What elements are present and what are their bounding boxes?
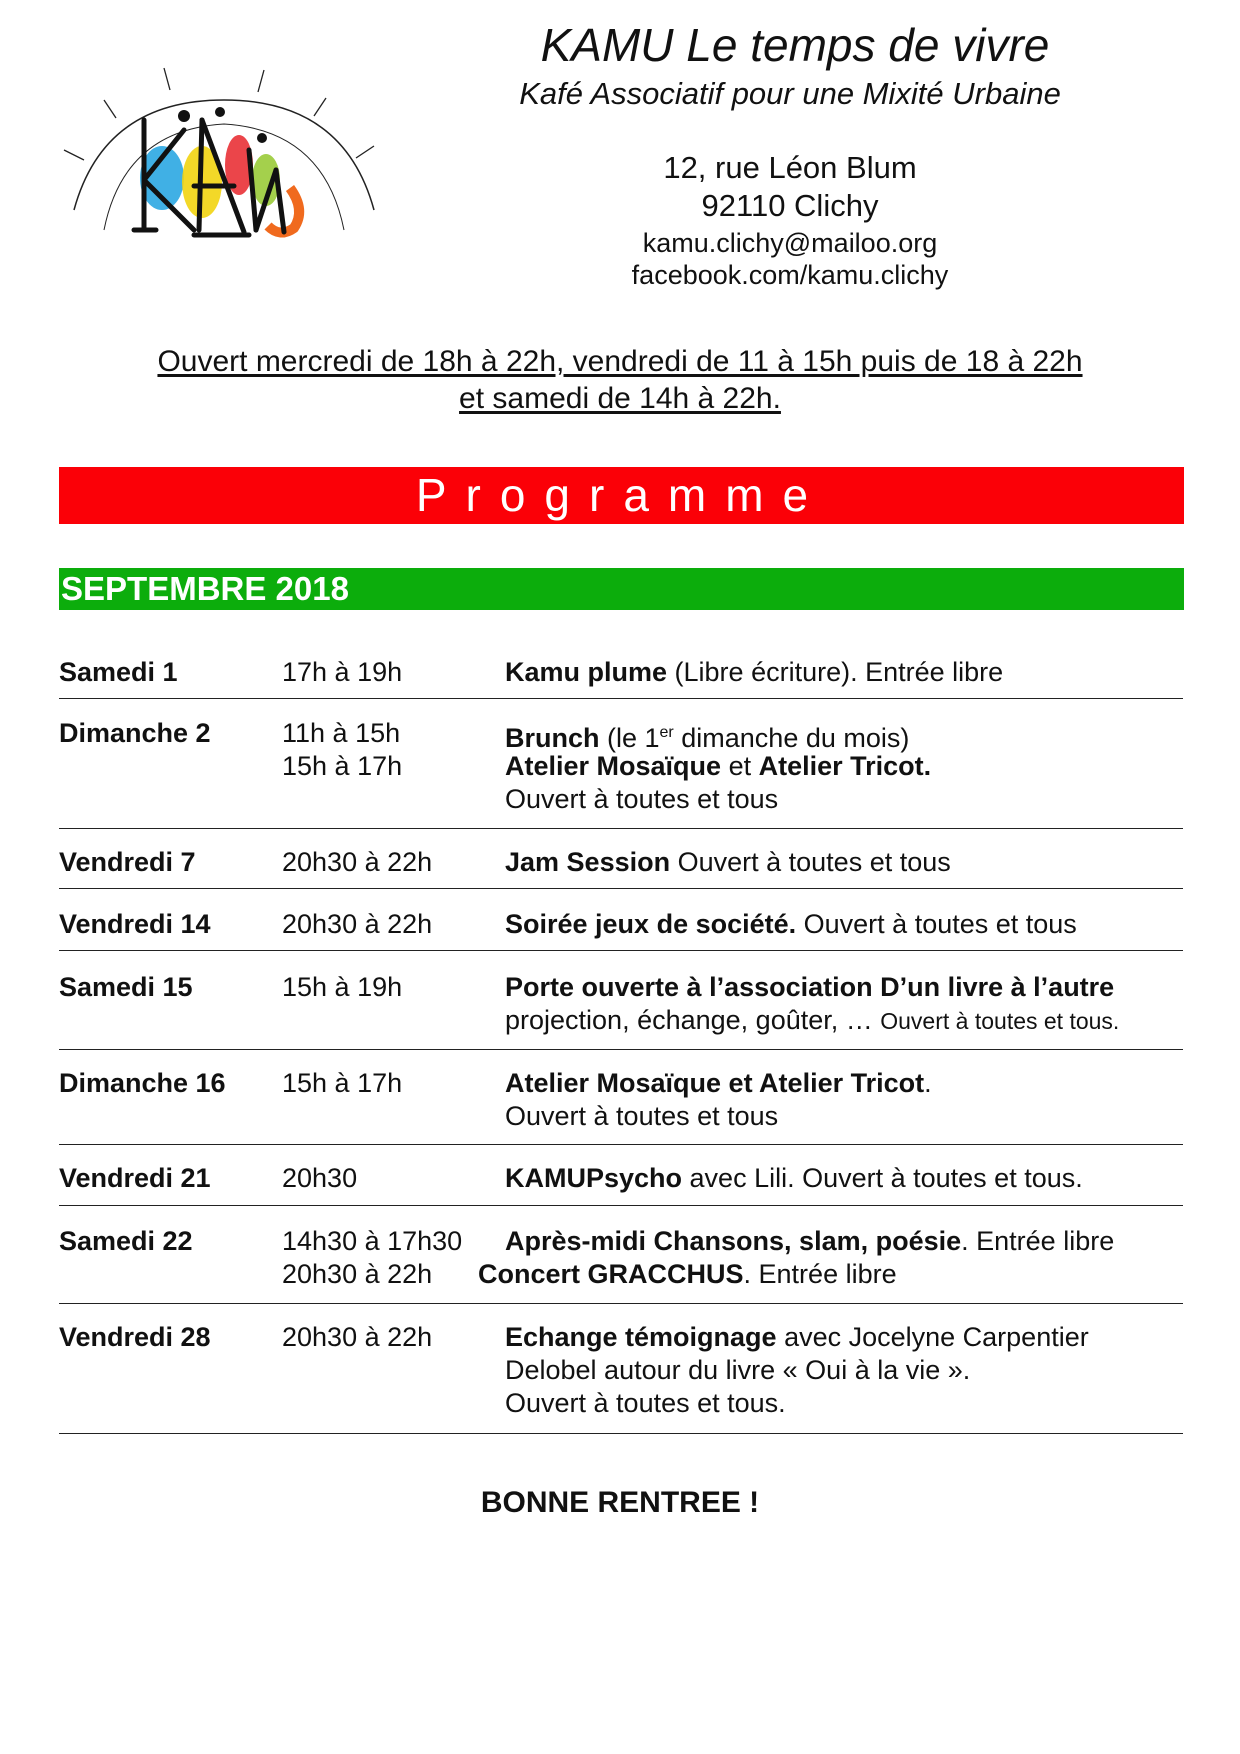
event-activity: Atelier Mosaïque et Atelier Tricot.	[505, 1068, 932, 1098]
event-day: Dimanche 16	[59, 1068, 226, 1098]
event-day: Dimanche 2	[59, 718, 211, 748]
event-time: 15h à 17h	[282, 751, 403, 781]
event-time: 15h à 19h	[282, 972, 403, 1002]
event-time: 11h à 15h	[282, 718, 401, 748]
row-divider	[59, 698, 1183, 699]
event-activity: Brunch (le 1er dimanche du mois)	[505, 723, 910, 753]
row-divider	[59, 1433, 1183, 1434]
event-time: 20h30 à 22h	[282, 909, 433, 939]
row-divider	[59, 1144, 1183, 1145]
row-divider	[59, 1049, 1183, 1050]
opening-hours-line-2: et samedi de 14h à 22h.	[459, 382, 781, 415]
address-city: 92110 Clichy	[701, 188, 879, 223]
event-note: Ouvert à toutes et tous.	[505, 1388, 786, 1418]
event-note: Ouvert à toutes et tous	[505, 1101, 779, 1131]
event-activity: Atelier Mosaïque et Atelier Tricot.	[505, 751, 932, 781]
event-time: 20h30 à 22h	[282, 847, 433, 877]
contact-email[interactable]: kamu.clichy@mailoo.org	[642, 228, 938, 258]
event-day: Vendredi 28	[59, 1322, 211, 1352]
event-activity: Soirée jeux de société. Ouvert à toutes et tous	[505, 909, 1077, 939]
event-activity: Après-midi Chansons, slam, poésie. Entrée libre	[505, 1226, 1115, 1256]
month-banner: SEPTEMBRE 2018	[59, 568, 1184, 610]
event-time: 17h à 19h	[282, 657, 403, 687]
event-time: 20h30 à 22h	[282, 1322, 433, 1352]
event-day: Samedi 1	[59, 657, 178, 687]
row-divider	[59, 888, 1183, 889]
event-day: Samedi 22	[59, 1226, 193, 1256]
address-street: 12, rue Léon Blum	[663, 150, 917, 185]
event-activity: Kamu plume (Libre écriture). Entrée libre	[505, 657, 1004, 687]
event-time: 14h30 à 17h30	[282, 1226, 463, 1256]
event-note: projection, échange, goûter, … Ouvert à toutes et tous.	[505, 1005, 1120, 1035]
footer-message: BONNE RENTREE !	[480, 1486, 760, 1519]
event-time: 20h30 à 22h	[282, 1259, 433, 1289]
page-subtitle: Kafé Associatif pour une Mixité Urbaine	[519, 76, 1061, 111]
row-divider	[59, 1205, 1183, 1206]
event-day: Vendredi 21	[59, 1163, 211, 1193]
event-activity: Echange témoignage avec Jocelyne Carpentier	[505, 1322, 1089, 1352]
event-time: 15h à 17h	[282, 1068, 403, 1098]
opening-hours-line-1: Ouvert mercredi de 18h à 22h, vendredi de 11 à 15h puis de 18 à 22h	[157, 345, 1083, 378]
page-title: KAMU Le temps de vivre	[540, 19, 1050, 71]
event-activity: KAMUPsycho avec Lili. Ouvert à toutes et tous.	[505, 1163, 1083, 1193]
event-note: Delobel autour du livre « Oui à la vie ».	[505, 1355, 971, 1385]
programme-banner: Programme	[59, 467, 1184, 524]
row-divider	[59, 1303, 1183, 1304]
contact-facebook[interactable]: facebook.com/kamu.clichy	[631, 260, 949, 290]
row-divider	[59, 828, 1183, 829]
event-activity: Concert GRACCHUS. Entrée libre	[478, 1259, 897, 1289]
event-day: Vendredi 7	[59, 847, 196, 877]
event-activity: Porte ouverte à l’association D’un livre à l’autre	[505, 972, 1115, 1002]
event-note: Ouvert à toutes et tous	[505, 784, 779, 814]
row-divider	[59, 950, 1183, 951]
event-day: Samedi 15	[59, 972, 193, 1002]
event-activity: Jam Session Ouvert à toutes et tous	[505, 847, 951, 877]
event-day: Vendredi 14	[59, 909, 211, 939]
event-time: 20h30	[282, 1163, 358, 1193]
